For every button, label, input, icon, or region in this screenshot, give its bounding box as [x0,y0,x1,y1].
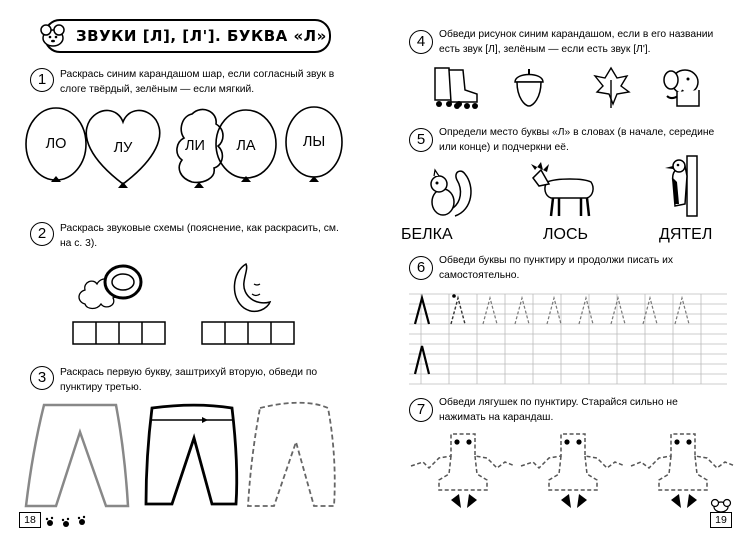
mouse-icon [38,23,68,49]
roller-skates-icon [429,64,481,108]
task-number-4: 4 [409,30,433,54]
balloon-label-1: ЛО [45,136,67,152]
letter-shapes [22,402,352,512]
paw-prints-icon [44,514,94,530]
leaf-icon [591,66,631,108]
elephant-icon [661,64,705,108]
task-number-5: 5 [409,128,433,152]
word-1: БЕЛКА [401,226,453,243]
word-2: ЛОСЬ [543,226,588,243]
task-text-7: Обведи лягушек по пунктиру. Старайся сильно не нажимать на карандаш. [439,397,678,423]
title-banner [44,19,331,53]
task-number-1: 1 [30,68,54,92]
task-text-4: Обведи рисунок синим карандашом, если в его названии есть звук [Л], зелёным — если есть звук [Л']. [439,29,714,55]
balloon-label-5: ЛЫ [302,134,326,150]
moose-icon [527,160,607,218]
acorn-icon [511,68,547,108]
task-text-3: Раскрась первую букву, заштрихуй вторую, обведи по пунктиру третью. [60,367,318,393]
sound-scheme-2 [201,321,296,345]
word-3: ДЯТЕЛ [659,226,713,243]
moon-icon [230,262,270,312]
mouse-icon-small [710,498,732,512]
balloon-label-4: ЛА [236,138,256,154]
task-number-6: 6 [409,256,433,280]
right-page [375,0,750,543]
page-number: 18 [19,512,41,528]
task-number-2: 2 [30,222,54,246]
task-text-2: Раскрась звуковые схемы (пояснение, как раскрасить, см. на с. 3). [60,223,339,249]
squirrel-icon [425,166,475,220]
cloud-sleeping-icon [75,262,145,312]
task-text-1: Раскрась синим карандашом шар, если согласный звук в слоге твёрдый, зелёным — если мягкий. [60,69,335,95]
task-text-5: Определи место буквы «Л» в словах (в начале, середине или конце) и подчеркни её. [439,127,715,153]
balloon-label-3: ЛИ [185,138,205,154]
task-number-3: 3 [30,366,54,390]
task-text-6: Обведи буквы по пунктиру и продолжи писать их самостоятельно. [439,255,673,281]
woodpecker-icon [661,156,701,216]
writing-grid [409,290,727,386]
sound-scheme-1 [72,321,167,345]
page-title: ЗВУКИ [Л], [Л']. БУКВА «Л» [76,27,327,45]
frogs-illustration [409,428,739,510]
task-number-7: 7 [409,398,433,422]
balloon-label-2: ЛУ [113,140,133,156]
page-number: 19 [710,512,732,528]
